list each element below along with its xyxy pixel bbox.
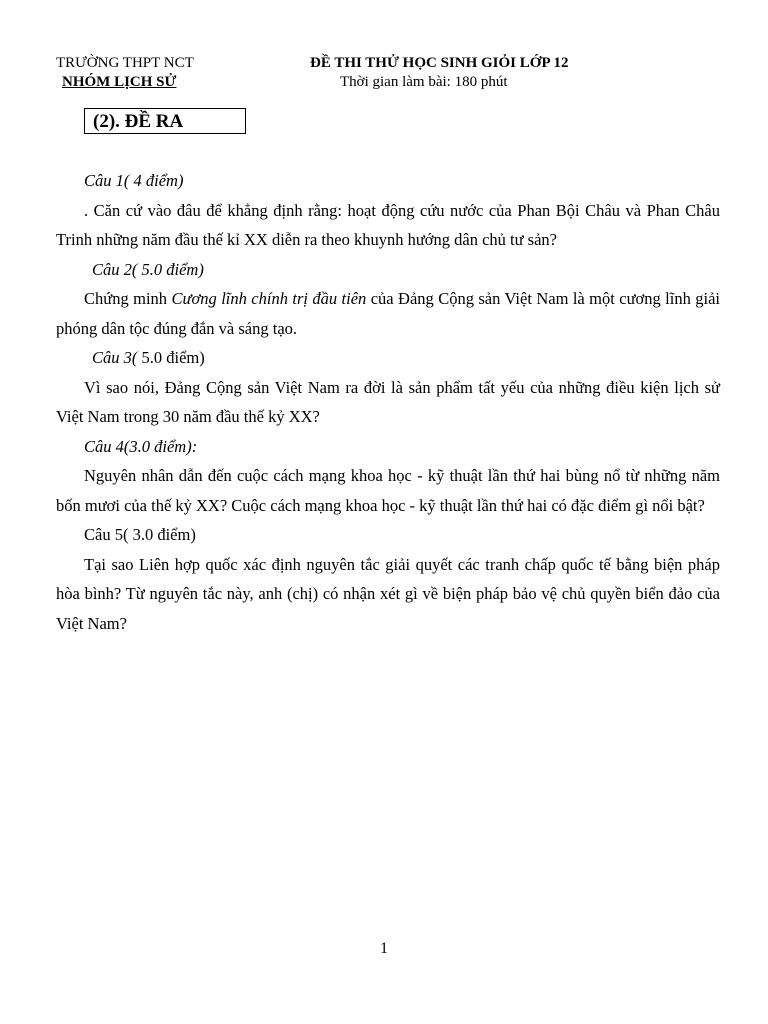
question-2-text-italic: Cương lĩnh chính trị đầu tiên: [171, 289, 367, 308]
question-3-label-plain: 5.0 điểm): [137, 348, 205, 367]
header-right: [290, 54, 620, 92]
question-2-text-before: Chứng minh: [84, 289, 172, 308]
question-4-text: Nguyên nhân dẫn đến cuộc cách mạng khoa học - kỹ thuật lần thứ hai bùng nổ từ những năm bốn mươi của thế kỷ XX? Cuộc cách mạng khoa học - kỹ thuật lần thứ hai có đặc điểm gì nổi bật?: [56, 466, 720, 515]
question-5-label: Câu 5( 3.0 điểm): [84, 525, 196, 544]
exam-title: ĐỀ THI THỬ HỌC SINH GIỎI LỚP 12: [310, 55, 569, 71]
question-3-label: [56, 343, 720, 373]
exam-time: Thời gian làm bài: 180 phút: [340, 74, 508, 90]
question-4-label: Câu 4(3.0 điểm):: [84, 436, 198, 456]
question-2-label: Câu 2( 5.0 điểm): [92, 259, 204, 279]
question-1-label: Câu 1( 4 điểm): [84, 171, 184, 190]
question-2-text-after: của Đảng Cộng sản Việt Nam là một cương lĩnh giải phóng dân tộc đúng đắn và sáng tạo.: [56, 289, 720, 338]
question-3-text: Vì sao nói, Đảng Cộng sản Việt Nam ra đời là sản phẩm tất yếu của những điều kiện lịch sử Việt Nam trong 30 năm đầu thế kỷ XX?: [56, 377, 720, 426]
school-name: TRƯỜNG THPT NCT: [56, 55, 194, 71]
question-2-text: [56, 284, 720, 343]
page-number: 1: [380, 940, 388, 957]
question-3-label-italic: Câu 3(: [92, 348, 138, 367]
questions-list: [56, 166, 720, 638]
group-name: NHÓM LỊCH SỬ: [62, 74, 177, 90]
header-left: [56, 54, 256, 92]
question-1-text: . Căn cứ vào đâu để khẳng định rằng: hoạt động cứu nước của Phan Bội Châu và Phan Châu Trinh những năm đầu thế kỉ XX diễn ra theo khuynh hướng dân chủ tư sản?: [56, 200, 720, 249]
question-5-text: Tại sao Liên hợp quốc xác định nguyên tắc giải quyết các tranh chấp quốc tế bằng biện pháp hòa bình? Từ nguyên tắc này, anh (chị) có nhận xét gì về biện pháp bảo vệ chủ quyền biển đảo của Việt Nam?: [56, 554, 720, 633]
section-title: (2). ĐỀ RA: [84, 108, 246, 134]
